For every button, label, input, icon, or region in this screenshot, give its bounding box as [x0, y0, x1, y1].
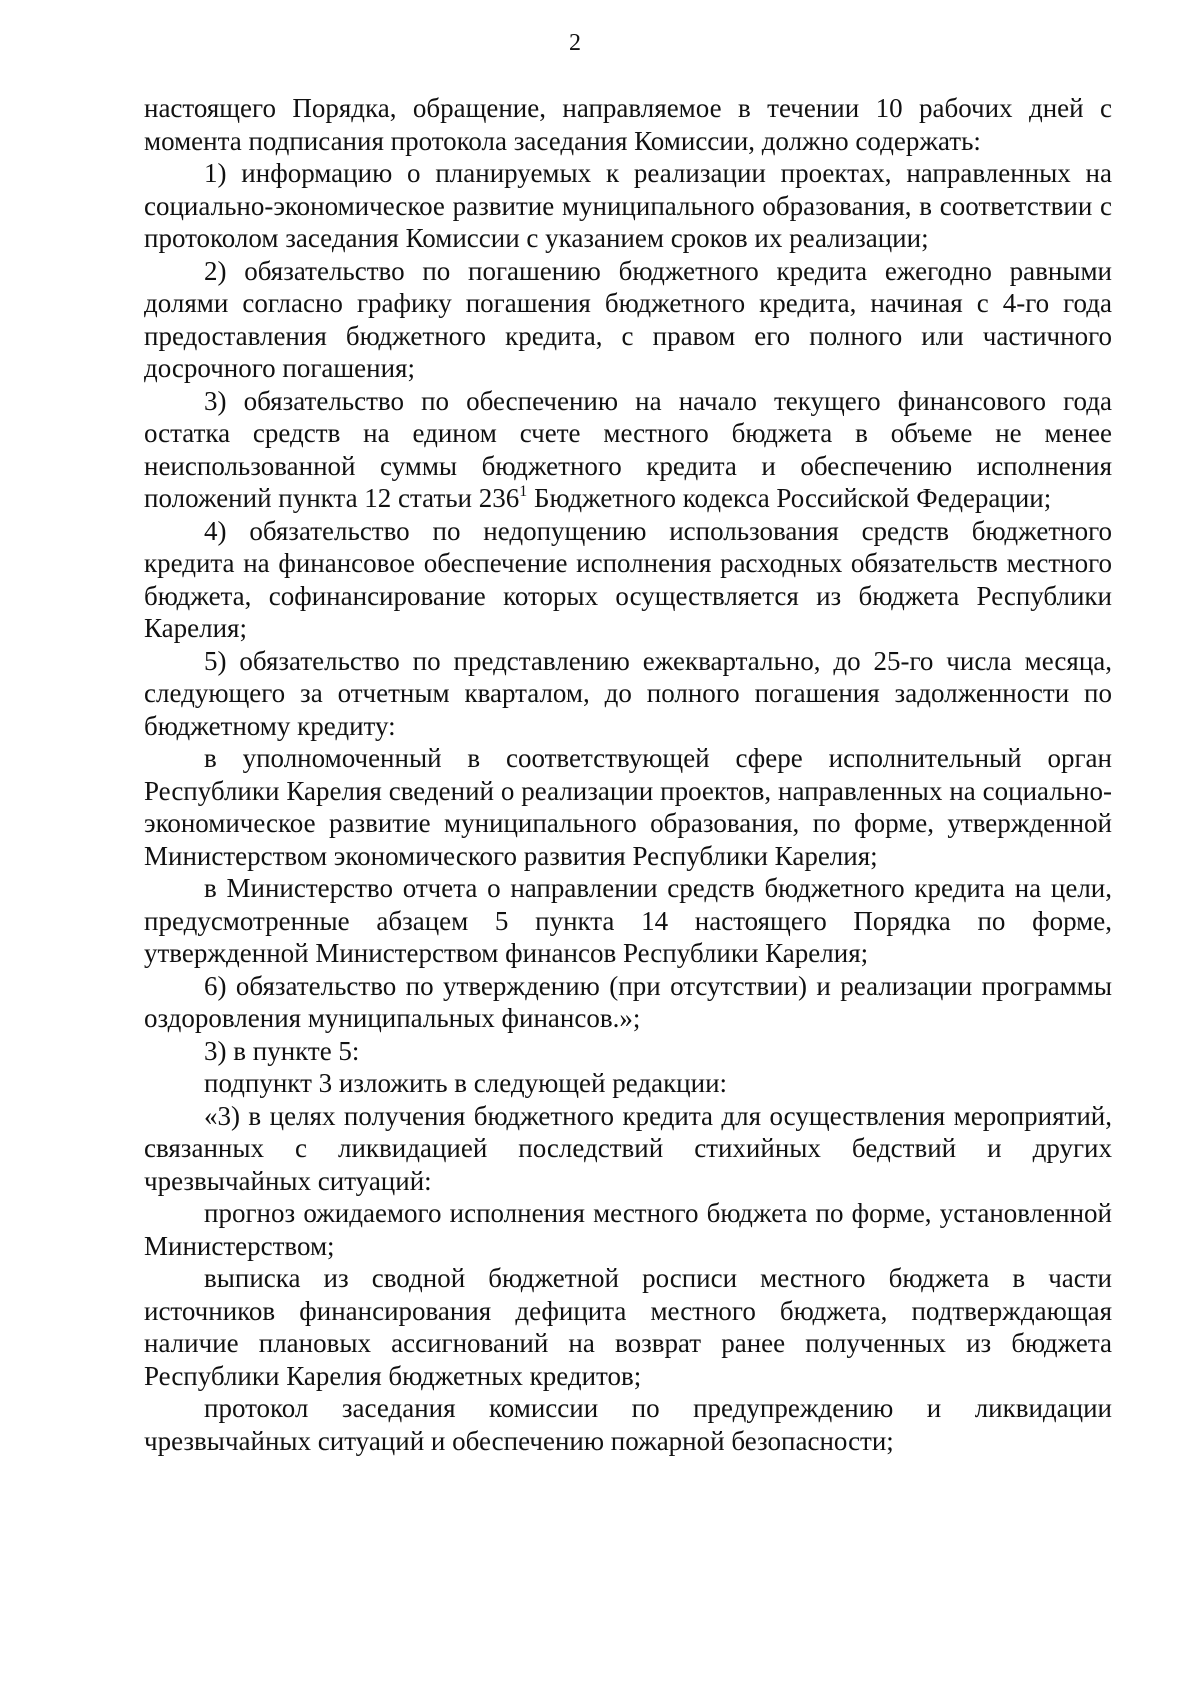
paragraph-amendment-header: 3) в пункте 5:: [204, 1035, 360, 1066]
paragraph-item-2: 2) обязательство по погашению бюджетного кредита ежегодно равными долями согласно графику погашения бюджетного кредита, начиная с 4-го года предоставления бюджетного кредита, с правом его полного или частичного досрочного погашения;: [144, 255, 1112, 383]
article-superscript: 1: [519, 483, 528, 500]
paragraph-forecast: прогноз ожидаемого исполнения местного бюджета по форме, установленной Министерством;: [144, 1198, 1112, 1261]
paragraph-subpoint-3: «3) в целях получения бюджетного кредита для осуществления мероприятий, связанных с ликвидацией последствий стихийных бедствий и других чрезвычайных ситуаций:: [144, 1100, 1112, 1196]
paragraph-item-1: 1) информацию о планируемых к реализации проектах, направленных на социально-экономическое развитие муниципального образования, в соответствии с протоколом заседания Комиссии с указанием сроков их реализации;: [144, 158, 1112, 253]
paragraph-item-5-subitem-1: в уполномоченный в соответствующей сфере исполнительный орган Республики Карелия сведений о реализации проектов, направленных на социально-экономическое развитие муниципального образования, по форме, утвержденной Министерством экономического развития Республики Карелия;: [144, 743, 1112, 871]
paragraph-item-3-text: 3) обязательство по обеспечению на начало текущего финансового года остатка средств на едином счете местного бюджета в объеме не менее неиспользованной суммы бюджетного кредита и обеспечению исполнения положений пункта 12 статьи 236: [144, 385, 1112, 513]
paragraph-item-6: 6) обязательство по утверждению (при отсутствии) и реализации программы оздоровления муниципальных финансов.»;: [144, 970, 1112, 1033]
paragraph-item-5: 5) обязательство по представлению ежеквартально, до 25-го числа месяца, следующего за отчетным кварталом, до полного погашения задолженности по бюджетному кредиту:: [144, 645, 1112, 741]
paragraph-intro: настоящего Порядка, обращение, направляемое в течении 10 рабочих дней с момента подписания протокола заседания Комиссии, должно содержать:: [144, 93, 1112, 156]
paragraph-item-5-subitem-2: в Министерство отчета о направлении средств бюджетного кредита на цели, предусмотренные абзацем 5 пункта 14 настоящего Порядка по форме, утвержденной Министерством финансов Республики Карелия;: [144, 873, 1112, 968]
paragraph-commission-protocol: протокол заседания комиссии по предупреждению и ликвидации чрезвычайных ситуаций и обеспечению пожарной безопасности;: [144, 1393, 1112, 1456]
paragraph-item-3-tail: Бюджетного кодекса Российской Федерации;: [527, 483, 1052, 513]
document-body: [144, 92, 1112, 1457]
paragraph-budget-extract: выписка из сводной бюджетной росписи местного бюджета в части источников финансирования дефицита местного бюджета, подтверждающая наличие плановых ассигнований на возврат ранее полученных из бюджета Республики Карелия бюджетных кредитов;: [144, 1263, 1112, 1391]
paragraph-item-3: [144, 385, 1112, 515]
paragraph-amendment-instruction: подпункт 3 изложить в следующей редакции:: [204, 1068, 728, 1098]
page-number: 2: [569, 30, 581, 56]
paragraph-item-4: 4) обязательство по недопущению использования средств бюджетного кредита на финансовое обеспечение исполнения расходных обязательств местного бюджета, софинансирование которых осуществляется из бюджета Республики Карелия;: [144, 515, 1112, 643]
